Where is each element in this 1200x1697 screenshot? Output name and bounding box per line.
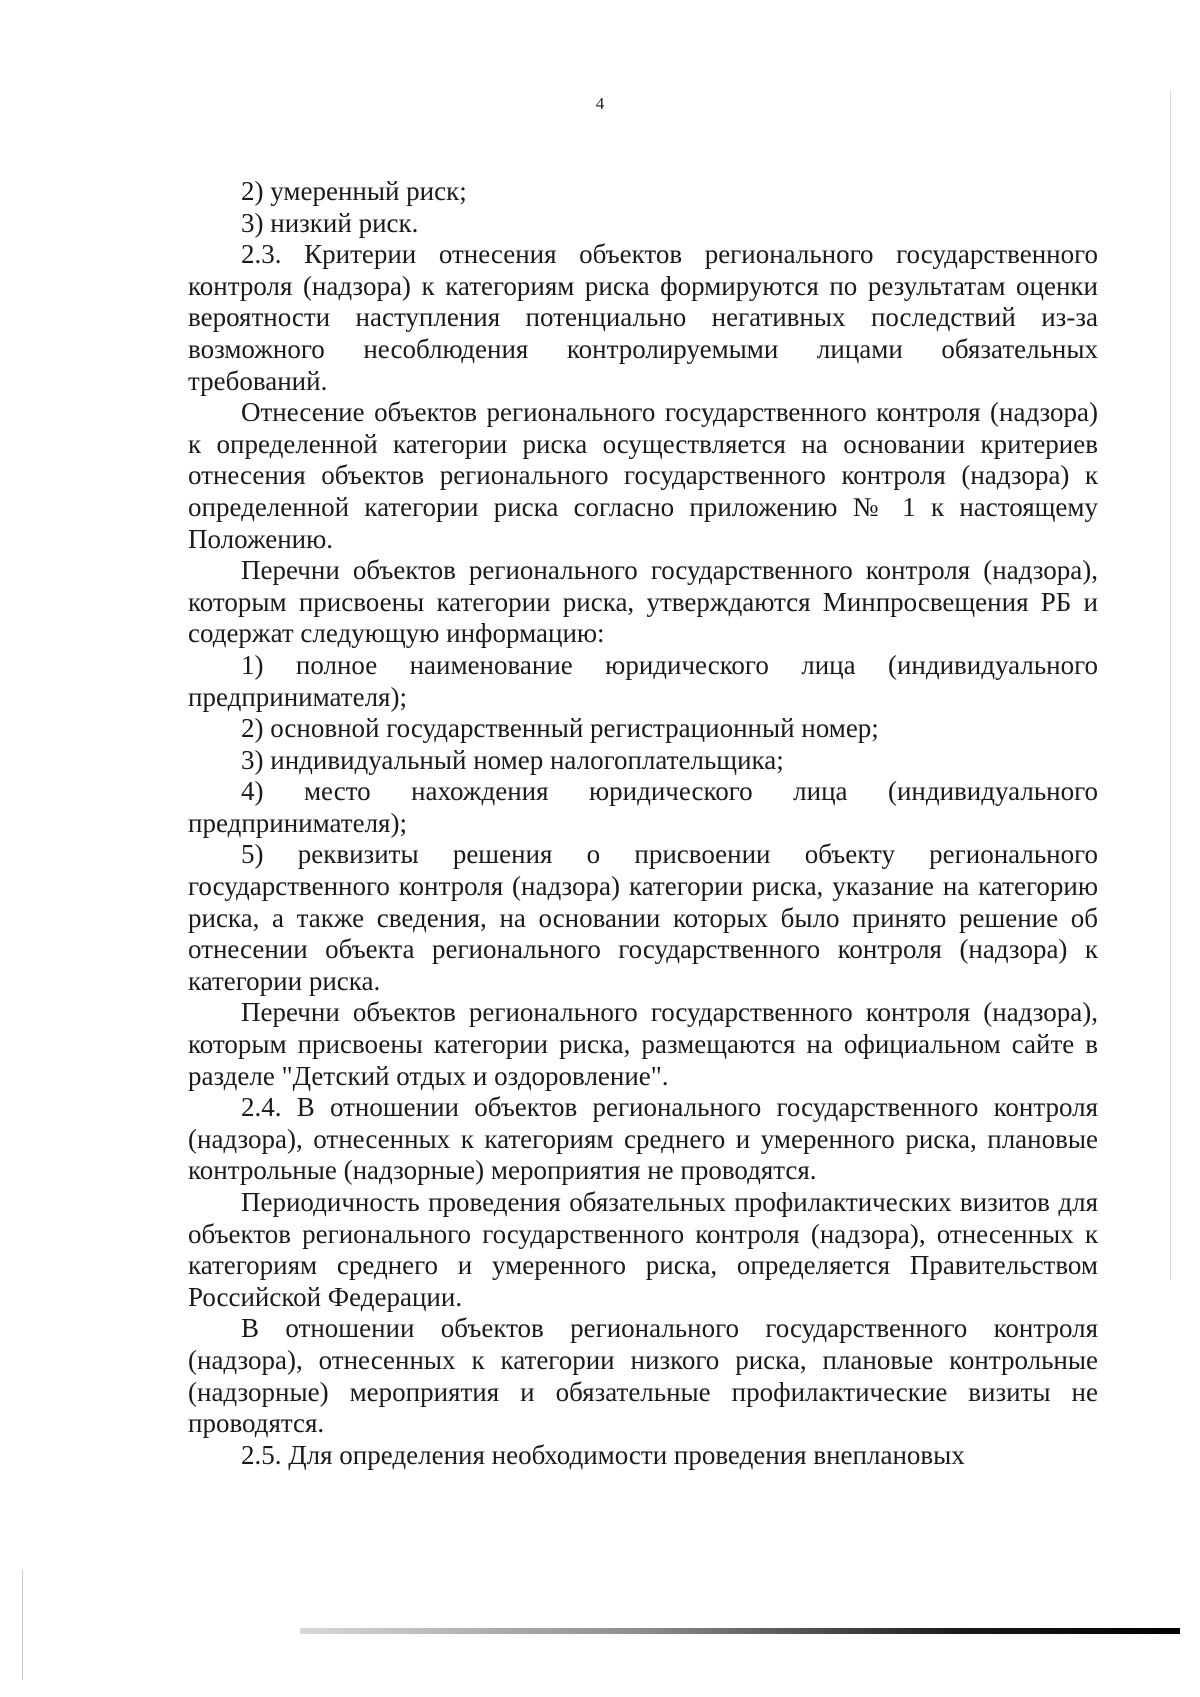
paragraph-assignment: Отнесение объектов регионального государственного контроля (надзора) к определенной категории риска осуществляется на основании критериев отнесения объектов регионального государственного контроля (надзора) к определенной категории риска согласно приложению № 1 к настоящему Положению. (188, 397, 1098, 554)
paragraph-2-5-unscheduled: 2.5. Для определения необходимости проведения внеплановых (241, 1439, 965, 1470)
scan-edge-left (22, 1570, 23, 1680)
list-item-ogrn: 2) основной государственный регистрационный номер; (241, 713, 879, 744)
page-number: 4 (595, 94, 605, 113)
list-item-location: 4) место нахождения юридического лица (индивидуального предпринимателя); (188, 776, 1098, 838)
scan-edge-right (1170, 90, 1171, 1280)
list-item-decision-details: 5) реквизиты решения о присвоении объекту регионального государственного контроля (надзора) категории риска, указание на категорию риска, а также сведения, на основании которых было принято решение об отнесении объекта регионального государственного контроля (надзора) к категории риска. (188, 839, 1098, 996)
paragraph-risk-low: 3) низкий риск. (241, 207, 419, 238)
paragraph-2-3-criteria: 2.3. Критерии отнесения объектов регионального государственного контроля (надзора) к категориям риска формируются по результатам оценки вероятности наступления потенциально негативных последствий из-за возможного несоблюдения контролируемыми лицами обязательных требований. (188, 239, 1098, 396)
paragraph-lists-published: Перечни объектов регионального государственного контроля (надзора), которым присвоены категории риска, размещаются на официальном сайте в разделе "Детский отдых и оздоровление". (188, 997, 1098, 1091)
document-body (188, 176, 1098, 1471)
paragraph-lists-approved: Перечни объектов регионального государственного контроля (надзора), которым присвоены категории риска, утверждаются Минпросвещения РБ и содержат следующую информацию: (188, 555, 1098, 649)
paragraph-2-4-planned-events: 2.4. В отношении объектов регионального государственного контроля (надзора), отнесенных к категориям среднего и умеренного риска, плановые контрольные (надзорные) мероприятия не проводятся. (188, 1092, 1098, 1186)
paragraph-risk-moderate: 2) умеренный риск; (241, 176, 467, 206)
scan-bottom-edge (300, 1628, 1180, 1634)
list-item-inn: 3) индивидуальный номер налогоплательщика; (241, 744, 784, 775)
paragraph-periodicity: Периодичность проведения обязательных профилактических визитов для объектов регионального государственного контроля (надзора), отнесенных к категориям среднего и умеренного риска, определяется Правительством Российской Федерации. (188, 1187, 1098, 1312)
list-item-full-name: 1) полное наименование юридического лица (индивидуального предпринимателя); (188, 649, 1098, 712)
paragraph-low-risk: В отношении объектов регионального государственного контроля (надзора), отнесенных к категории низкого риска, плановые контрольные (надзорные) мероприятия и обязательные профилактические визиты не проводятся. (188, 1313, 1098, 1439)
